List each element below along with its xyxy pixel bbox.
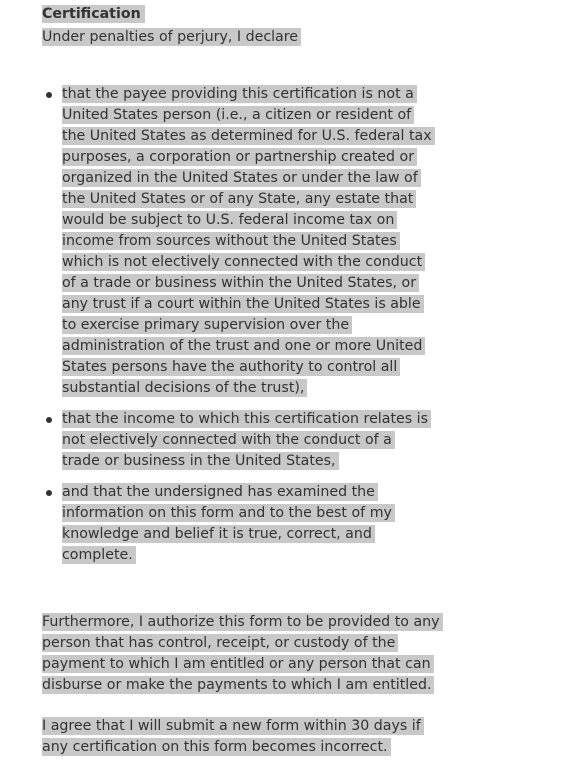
certification-heading [42,4,145,25]
heading-text: Certification [42,5,145,23]
bullet-text-2 [62,409,431,472]
text-line: the United States or of any State, any estate that [62,190,416,208]
bullet-dot-icon [46,490,52,496]
text-line: complete. [62,546,136,564]
text-line: the United States as determined for U.S. federal tax [62,127,435,145]
agreement-paragraph [42,716,424,758]
text-line: which is not electively connected with the conduct [62,253,425,271]
text-line: payment to which I am entitled or any person that can [42,655,434,673]
bullet-dot-icon [46,92,52,98]
text-line: any trust if a court within the United States is able [62,295,424,313]
text-line: organized in the United States or under the law of [62,169,421,187]
text-line: purposes, a corporation or partnership created or [62,148,417,166]
bullet-dot-icon [46,417,52,423]
intro-line [42,27,301,48]
text-line: States persons have the authority to control all [62,358,400,376]
text-line: person that has control, receipt, or custody of the [42,634,398,652]
bullet-text-3 [62,482,395,566]
text-line: knowledge and belief it is true, correct, and [62,525,375,543]
text-line: I agree that I will submit a new form within 30 days if [42,717,424,735]
text-line: and that the undersigned has examined the [62,483,378,501]
text-line: administration of the trust and one or more United [62,337,425,355]
authorization-paragraph [42,612,443,696]
text-line: Furthermore, I authorize this form to be provided to any [42,613,443,631]
text-line: would be subject to U.S. federal income tax on [62,211,397,229]
text-line: United States person (i.e., a citizen or resident of [62,106,414,124]
intro-text: Under penalties of perjury, I declare [42,28,301,46]
text-line: substantial decisions of the trust), [62,379,307,397]
text-line: information on this form and to the best of my [62,504,395,522]
text-line: to exercise primary supervision over the [62,316,352,334]
text-line: not electively connected with the conduct of a [62,431,395,449]
bullet-text-1 [62,84,435,399]
text-line: disburse or make the payments to which I am entitled. [42,676,434,694]
text-line: income from sources without the United States [62,232,400,250]
text-line: any certification on this form becomes incorrect. [42,738,391,756]
text-line: that the income to which this certification relates is [62,410,431,428]
text-line: that the payee providing this certification is not a [62,85,417,103]
text-line: of a trade or business within the United States, or [62,274,419,292]
text-line: trade or business in the United States, [62,452,339,470]
